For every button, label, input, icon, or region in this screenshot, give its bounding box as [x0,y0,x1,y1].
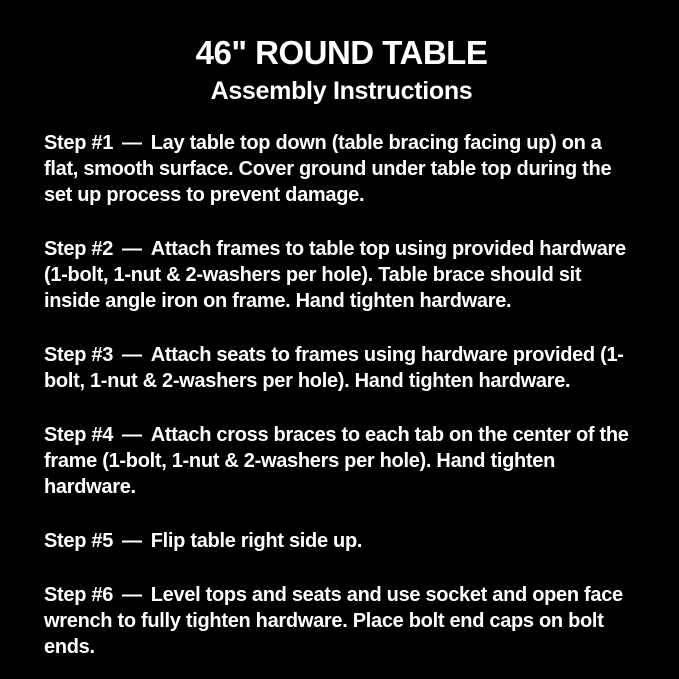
steps-list [44,130,639,660]
step-2 [44,236,639,314]
step-3 [44,342,639,394]
step-6-label: Step #6 [44,583,114,606]
step-2-label: Step #2 [44,237,114,260]
step-5-text: Flip table right side up. [150,529,363,552]
step-3-label: Step #3 [44,343,114,366]
step-3-separator: — [122,343,142,366]
step-5-label: Step #5 [44,529,114,552]
step-6 [44,582,639,660]
step-4-label: Step #4 [44,423,114,446]
step-1-label: Step #1 [44,131,114,154]
step-4 [44,422,639,500]
step-6-text: Level tops and seats and use socket and open face wrench to fully tighten hardware. Place bolt end caps on bolt ends. [44,583,623,658]
step-2-separator: — [122,237,142,260]
page-title: 46" ROUND TABLE [195,34,488,71]
page-subtitle: Assembly Instructions [210,76,473,105]
step-5-separator: — [122,529,142,552]
step-6-separator: — [122,583,142,606]
header [44,34,639,106]
step-4-text: Attach cross braces to each tab on the center of the frame (1-bolt, 1-nut & 2-washers per hole). Hand tighten hardware. [44,423,629,498]
step-2-text: Attach frames to table top using provided hardware (1-bolt, 1-nut & 2-washers per hole). Table brace should sit inside angle iron on frame. Hand tighten hardware. [44,237,626,312]
step-1-text: Lay table top down (table bracing facing up) on a flat, smooth surface. Cover ground under table top during the set up process to prevent damage. [44,131,612,206]
step-4-separator: — [122,423,142,446]
step-1-separator: — [122,131,142,154]
step-1 [44,130,639,208]
step-3-text: Attach seats to frames using hardware provided (1-bolt, 1-nut & 2-washers per hole). Hand tighten hardware. [44,343,624,392]
step-5 [44,528,639,554]
